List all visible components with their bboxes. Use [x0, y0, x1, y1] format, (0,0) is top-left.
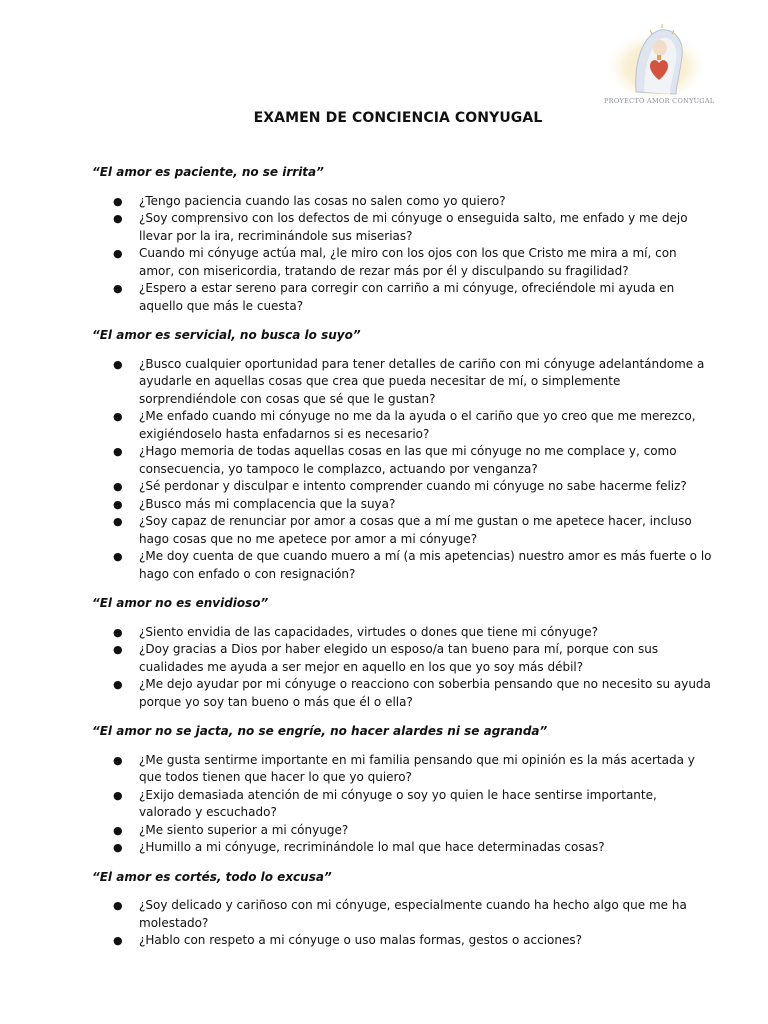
question-list [92, 193, 712, 316]
list-item [92, 356, 712, 409]
list-item-text: ¿Hablo con respeto a mi cónyuge o uso malas formas, gestos o acciones? [139, 933, 582, 947]
bullet-icon: ● [113, 445, 123, 458]
list-item-text: ¿Soy delicado y cariñoso con mi cónyuge, especialmente cuando ha hecho algo que me ha molestado? [139, 898, 687, 930]
bullet-icon: ● [113, 515, 123, 528]
list-item-text: ¿Me siento superior a mi cónyuge? [139, 822, 349, 837]
list-item [92, 752, 712, 787]
bullet-icon: ● [113, 550, 123, 563]
list-item-text: ¿Exijo demasiada atención de mi cónyuge o soy yo quien le hace sentirse importante, valorado y escuchado? [139, 787, 657, 819]
list-item-text: ¿Me gusta sentirme importante en mi familia pensando que mi opinión es la más acertada y que todos tienen que hacer lo que yo quiero? [139, 752, 695, 784]
bullet-icon: ● [113, 282, 123, 295]
list-item [92, 548, 712, 583]
section-heading: “El amor es servicial, no busca lo suyo” [92, 328, 361, 342]
list-item [92, 839, 712, 857]
list-item [92, 478, 712, 496]
bullet-icon: ● [113, 410, 123, 423]
bullet-icon: ● [113, 625, 123, 639]
section-heading: “El amor es cortés, todo lo excusa” [92, 869, 332, 884]
bullet-icon: ● [113, 194, 123, 208]
bullet-icon: ● [113, 788, 123, 802]
list-item [92, 641, 712, 676]
list-item [92, 280, 712, 315]
list-item-text: ¿Humillo a mi cónyuge, recriminándole lo mal que hace determinadas cosas? [139, 840, 605, 854]
list-item-text: ¿Soy comprensivo con los defectos de mi cónyuge o enseguida salto, me enfado y me dejo llevar por la ira, recriminándole sus miserias? [139, 211, 688, 243]
list-item-text: ¿Hago memoria de todas aquellas cosas en las que mi cónyuge no me complace y, como consecuencia, yo tampoco le complazco, actuando por venganza? [139, 444, 677, 476]
section-heading: “El amor no se jacta, no se engríe, no hacer alardes ni se agranda” [92, 724, 548, 738]
document-body [92, 164, 712, 962]
list-item-text: ¿Busco cualquier oportunidad para tener detalles de cariño con mi cónyuge adelantándome a ayudarle en aquellas cosas que crea que pueda necesitar de mí, o simplemente sorprendiéndole con cosas que sé que le gustan? [139, 356, 705, 406]
list-item [92, 443, 712, 478]
bullet-icon: ● [113, 934, 123, 947]
bullet-icon: ● [113, 212, 123, 225]
list-item-text: ¿Soy capaz de renunciar por amor a cosas que a mí me gustan o me apetece hacer, incluso hago cosas que no me apetece por amor a mi cónyuge? [139, 514, 692, 546]
page-title: EXAMEN DE CONCIENCIA CONYUGAL [253, 110, 543, 126]
bullet-icon: ● [113, 357, 123, 371]
bullet-icon: ● [113, 643, 123, 656]
list-item [92, 245, 712, 280]
bullet-icon: ● [113, 899, 123, 912]
virgin-mary-heart-icon [604, 22, 708, 98]
bullet-icon: ● [113, 841, 123, 854]
list-item [92, 513, 712, 548]
bullet-icon: ● [113, 247, 123, 260]
section-heading: “El amor no es envidioso” [92, 596, 269, 610]
list-item-text: ¿Busco más mi complacencia que la suya? [139, 496, 396, 511]
list-item [92, 897, 712, 932]
question-list [92, 752, 712, 857]
list-item-text: ¿Sé perdonar y disculpar e intento comprender cuando mi cónyuge no sabe hacerme feliz? [139, 479, 687, 493]
list-item [92, 932, 712, 950]
list-item [92, 193, 712, 211]
list-item-text: Cuando mi cónyuge actúa mal, ¿le miro con los ojos con los que Cristo me mira a mí, con amor, con misericordia, tratando de rezar más por él y disculpando su fragilidad? [139, 246, 677, 278]
list-item [92, 496, 712, 514]
list-item [92, 624, 712, 642]
list-item [92, 676, 712, 711]
list-item-text: ¿Me dejo ayudar por mi cónyuge o reacciono con soberbia pensando que no necesito su ayuda porque yo soy tan bueno o más que él o ella? [139, 677, 711, 709]
list-item [92, 210, 712, 245]
question-list [92, 897, 712, 950]
section [92, 595, 712, 711]
logo-caption: PROYECTO AMOR CONYUGAL [604, 97, 715, 105]
section-heading: “El amor es paciente, no se irrita” [92, 165, 324, 179]
bullet-icon: ● [113, 480, 123, 493]
bullet-icon: ● [113, 753, 123, 767]
section [92, 723, 712, 857]
bullet-icon: ● [113, 678, 123, 691]
logo [604, 22, 715, 114]
list-item [92, 822, 712, 840]
bullet-icon: ● [113, 823, 123, 837]
list-item-text: ¿Doy gracias a Dios por haber elegido un esposo/a tan bueno para mí, porque con sus cualidades me ayuda a ser mejor en aquello en los que yo soy más débil? [139, 642, 659, 674]
list-item-text: ¿Siento envidia de las capacidades, virtudes o dones que tiene mi cónyuge? [139, 624, 599, 639]
list-item [92, 787, 712, 822]
question-list [92, 356, 712, 584]
section [92, 869, 712, 950]
question-list [92, 624, 712, 712]
list-item-text: ¿Me enfado cuando mi cónyuge no me da la ayuda o el cariño que yo creo que me merezco, exigiéndoselo hasta enfadarnos si es necesario? [139, 409, 696, 441]
list-item-text: ¿Me doy cuenta de que cuando muero a mí (a mis apetencias) nuestro amor es más fuerte o lo hago con enfado o con resignación? [139, 549, 712, 581]
list-item-text: ¿Espero a estar sereno para corregir con carriño a mi cónyuge, ofreciéndole mi ayuda en aquello que más le cuesta? [139, 281, 675, 313]
section [92, 164, 712, 315]
bullet-icon: ● [113, 497, 123, 511]
list-item [92, 408, 712, 443]
section [92, 327, 712, 583]
list-item-text: ¿Tengo paciencia cuando las cosas no salen como yo quiero? [139, 193, 506, 208]
